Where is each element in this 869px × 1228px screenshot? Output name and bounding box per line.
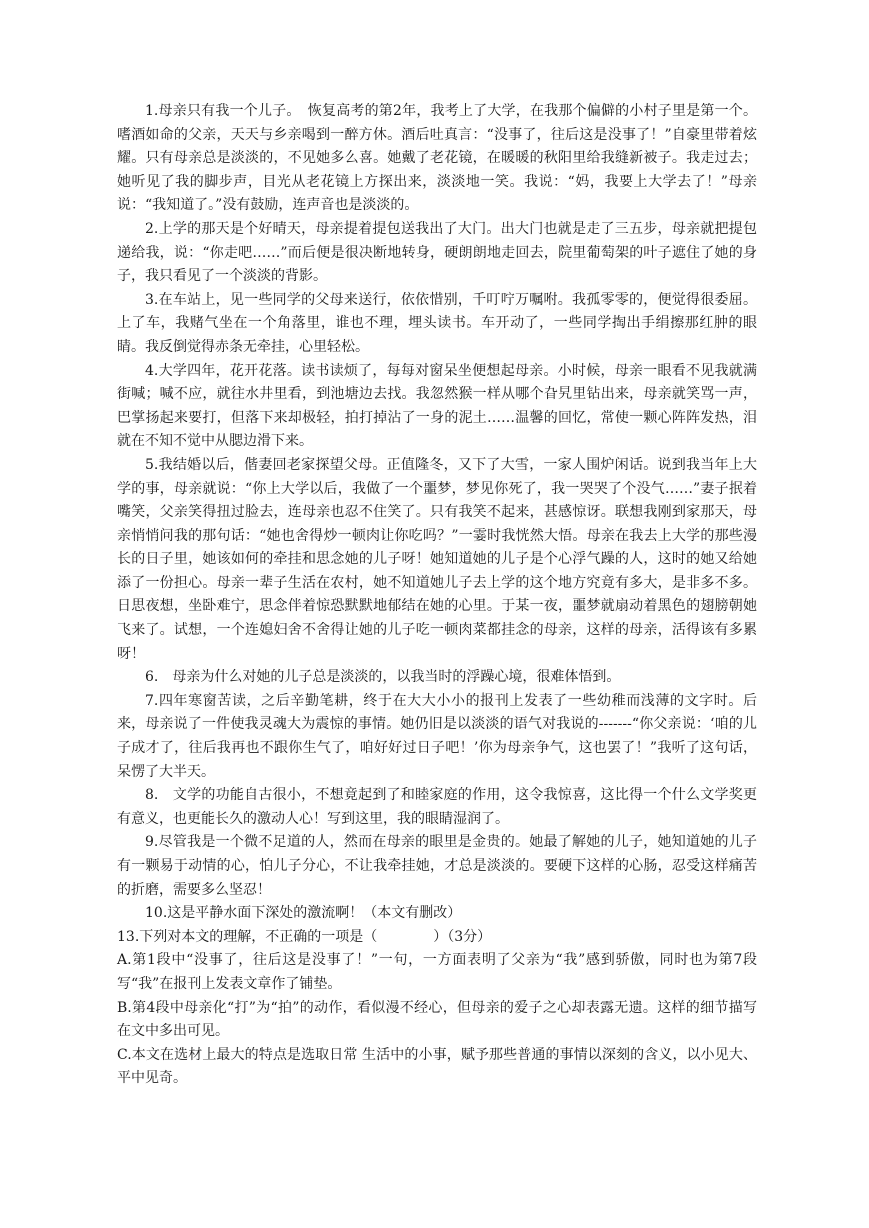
option-b: B.第4段中母亲化“打”为“拍”的动作，看似漫不经心，但母亲的爱子之心却表露无遗。这样的细节描写在文中多出可见。 (117, 999, 757, 1040)
question-block (117, 926, 757, 1091)
paragraph-3: 3.在车站上，见一些同学的父母来送行，依依惜别，千叮咛万嘱咐。我孤零零的，便觉得很委屈。上了车，我赌气坐在一个角落里，谁也不理，埋头读书。车开动了，一些同学掏出手绢擦那红肿的眼睛。我反倒觉得赤条无牵挂，心里轻松。 (117, 291, 757, 355)
paragraph-9: 9.尽管我是一个微不足道的人，然而在母亲的眼里是金贵的。她最了解她的儿子，她知道她的儿子有一颗易于动情的心，怕儿子分心，不让我牵挂她，才总是淡淡的。要硬下这样的心肠，忍受这样痛苦的折磨，需要多么坚忍！ (117, 834, 757, 898)
question-stem: 13.下列对本文的理解，不正确的一项是（ ）（3分） (117, 928, 492, 945)
paragraph-5: 5.我结婚以后，偕妻回老家探望父母。正值隆冬，又下了大雪，一家人围炉闲话。说到我当年上大学的事，母亲就说：“你上大学以后，我做了一个噩梦，梦见你死了，我一哭哭了个没气……”妻子抿着嘴笑，父亲笑得扭过脸去，连母亲也忍不住笑了。只有我笑不起来，甚感惊讶。联想我刚到家那天，母亲悄悄问我的那句话：“她也舍得炒一顿肉让你吃吗？”一霎时我恍然大悟。母亲在我去上大学的那些漫长的日子里，她该如何的牵挂和思念她的儿子呀！她知道她的儿子是个心浮气躁的人，这时的她又给她添了一份担心。母亲一辈子生活在农村，她不知道她儿子去上学的这个地方究竟有多大，是非多不多。日思夜想，坐卧难宁，思念伴着惊恐默默地郁结在她的心里。于某一夜，噩梦就扇动着黑色的翅膀朝她飞来了。试想，一个连媳妇舍不舍得让她的儿子吃一顿肉菜都挂念的母亲，这样的母亲，活得该有多累呀！ (117, 456, 757, 662)
paragraph-1: 1.母亲只有我一个儿子。 恢复高考的第2年，我考上了大学，在我那个偏僻的小村子里是第一个。嗜酒如命的父亲，天天与乡亲喝到一醉方休。酒后吐真言：“没事了，往后这是没事了！”自豪里带着炫耀。只有母亲总是淡淡的，不见她多么喜。她戴了老花镜，在暖暖的秋阳里给我缝新被子。我走过去；她听见了我的脚步声，目光从老花镜上方探出来，淡淡地一笑。我说：“妈，我要上大学去了！”母亲说：“我知道了。”没有鼓励，连声音也是淡淡的。 (117, 103, 757, 214)
paragraph-6: 6. 母亲为什么对她的儿子总是淡淡的，以我当时的浮躁心境，很难体悟到。 (145, 669, 621, 686)
paragraph-7: 7.四年寒窗苦读，之后辛勤笔耕，终于在大大小小的报刊上发表了一些幼稚而浅薄的文字时。后来，母亲说了一件使我灵魂大为震惊的事情。她仍旧是以淡淡的语气对我说的-------“你父亲说：‘咱的儿子成才了，往后我再也不跟你生气了，咱好好过日子吧！’你为母亲争气，这也罢了！”我听了这句话，呆愣了大半天。 (117, 692, 757, 780)
article-body (117, 100, 757, 926)
paragraph-8: 8. 文学的功能自古很小，不想竟起到了和睦家庭的作用，这令我惊喜，这比得一个什么文学奖更有意义，也更能长久的激动人心！写到这里，我的眼睛湿润了。 (117, 787, 757, 827)
option-a: A.第1段中“没事了，往后这是没事了！”一句，一方面表明了父亲为“我”感到骄傲，同时也为第7段写“我”在报刊上发表文章作了铺垫。 (117, 952, 757, 992)
paragraph-2: 2.上学的那天是个好晴天，母亲提着提包送我出了大门。出大门也就是走了三五步，母亲就把提包递给我，说：“你走吧……”而后便是很决断地转身，硬朗朗地走回去，院里葡萄架的叶子遮住了她的身子，我只看见了一个淡淡的背影。 (117, 220, 757, 285)
exam-page (117, 100, 757, 1091)
paragraph-4: 4.大学四年，花开花落。读书读烦了，每每对窗呆坐便想起母亲。小时候，母亲一眼看不见我就满街喊；喊不应，就往水井里看，到池塘边去找。我忽然猴一样从哪个旮旯里钻出来，母亲就笑骂一声，巴掌扬起来要打，但落下来却极轻，拍打掉沾了一身的泥土……温馨的回忆，常使一颗心阵阵发热，泪就在不知不觉中从腮边滑下来。 (117, 362, 757, 450)
paragraph-10: 10.这是平静水面下深处的激流啊！（本文有删改） (145, 905, 462, 922)
option-c: C.本文在选材上最大的特点是选取日常 生活中的小事，赋予那些普通的事情以深刻的含义，以小见大、平中见奇。 (117, 1046, 757, 1087)
